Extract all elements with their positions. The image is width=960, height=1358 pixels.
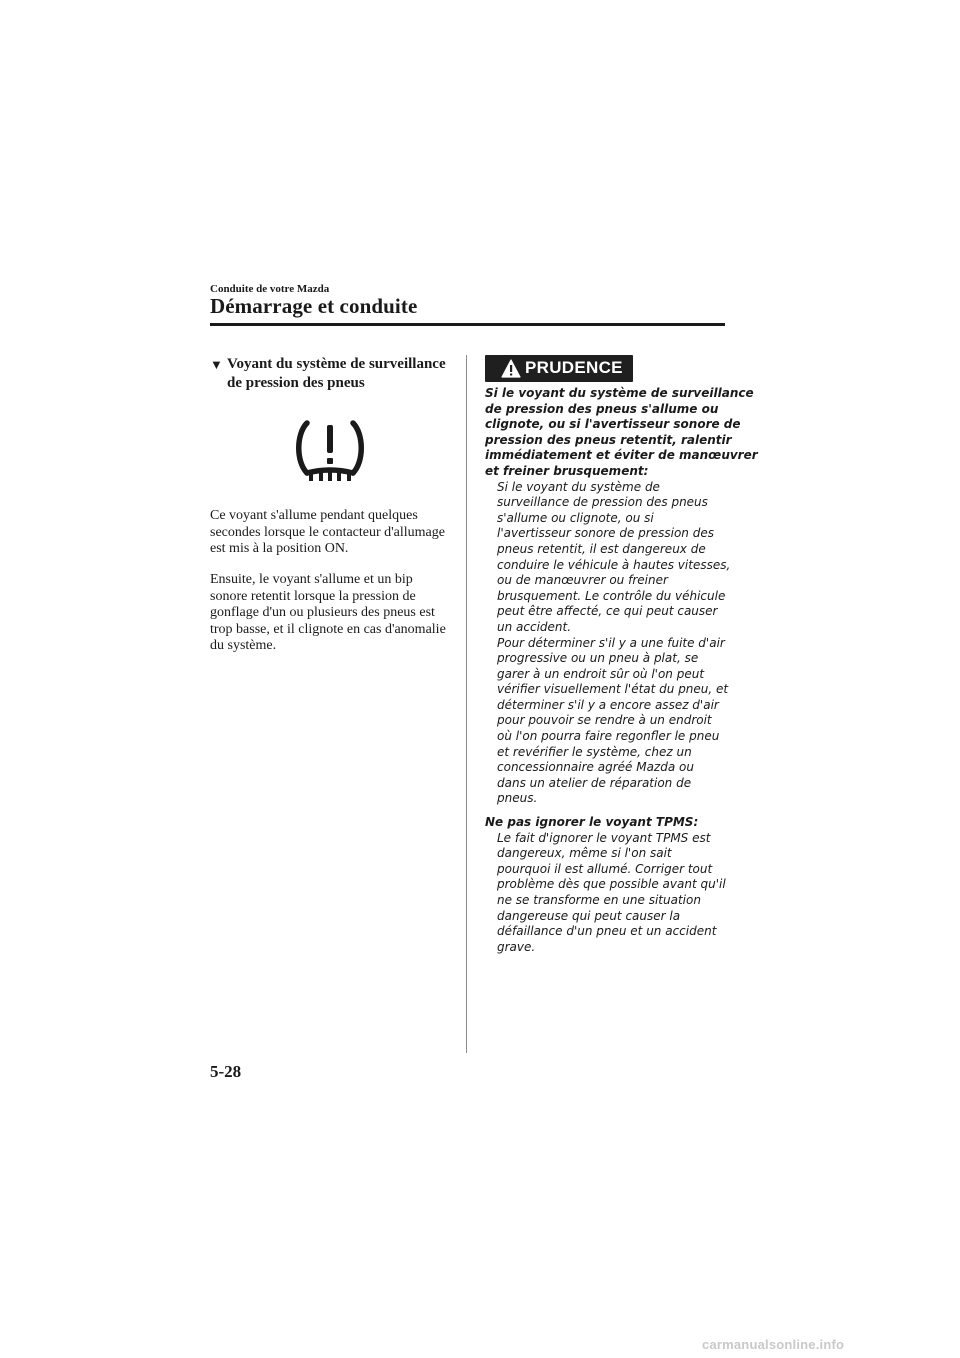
heading-line: de pression des pneus	[227, 375, 365, 391]
caution-heading-line: et freiner brusquement:	[485, 463, 649, 478]
caution-heading-line: Si le voyant du système de surveillance	[485, 386, 754, 400]
caution-heading-line: pression des pneus retentit, ralentir	[485, 432, 732, 447]
description-paragraph	[210, 572, 460, 655]
caution-banner	[485, 355, 633, 382]
caution-body-line: dangereux, même si l'on sait	[497, 846, 672, 861]
caution-body-line: un accident.	[497, 619, 572, 634]
caution-body-line: peut être affecté, ce qui peut causer	[497, 604, 718, 619]
caution-block	[485, 815, 726, 955]
warning-triangle-icon	[501, 359, 521, 378]
text-line: secondes lorsque le contacteur d'allumage	[210, 524, 445, 540]
caution-body-line: l'avertisseur sonore de pression des	[497, 526, 714, 541]
caution-body-line: pneus retentit, il est dangereux de	[497, 541, 706, 556]
caution-body-line: défaillance d'un pneu et un accident	[497, 924, 717, 939]
tire-pressure-warning-icon	[292, 417, 368, 485]
caution-body-line: Si le voyant du système de	[497, 479, 660, 494]
caution-heading-line: immédiatement et éviter de manœuvrer	[485, 448, 758, 463]
caution-body-line: vérifier visuellement l'état du pneu, et	[497, 682, 729, 697]
text-line: sonore retentit lorsque la pression de	[210, 588, 416, 604]
text-line: trop basse, et il clignote en cas d'anomalie	[210, 621, 446, 637]
caution-body-line: dans un atelier de réparation de	[497, 775, 692, 790]
heading-marker: ▼	[210, 357, 223, 372]
caution-body-line: progressive ou un pneu à plat, se	[497, 651, 699, 666]
caution-body-line: et revérifier le système, chez un	[497, 744, 692, 759]
caution-body-line: concessionnaire agréé Mazda ou	[497, 760, 694, 775]
text-line: Ensuite, le voyant s'allume et un bip	[210, 572, 413, 587]
caution-body-line: déterminer s'il y a encore assez d'air	[497, 697, 719, 712]
caution-label: PRUDENCE	[525, 358, 623, 377]
caution-body-line: pneus.	[497, 791, 538, 806]
caution-body-line: garer à un endroit sûr où l'on peut	[497, 666, 705, 681]
caution-body-line: où l'on pourra faire regonfler le pneu	[497, 729, 720, 744]
caution-body-line: pour pouvoir se rendre à un endroit	[497, 713, 712, 728]
caution-body-line: brusquement. Le contrôle du véhicule	[497, 588, 726, 603]
caution-heading-line: Ne pas ignorer le voyant TPMS:	[485, 815, 699, 829]
text-line: gonflage d'un ou plusieurs des pneus est	[210, 605, 435, 620]
caution-block	[485, 386, 758, 807]
description-paragraph	[210, 508, 460, 558]
caution-body-line: surveillance de pression des pneus	[497, 495, 708, 510]
text-line: du système.	[210, 638, 277, 653]
caution-body-line: s'allume ou clignote, ou si	[497, 510, 654, 525]
header-rule	[210, 323, 725, 326]
caution-body-line: Pour déterminer s'il y a une fuite d'air	[497, 635, 725, 650]
caution-body-line: dangereuse qui peut causer la	[497, 908, 681, 923]
watermark: carmanualsonline.info	[702, 1337, 845, 1352]
caution-heading-line: de pression des pneus s'allume ou	[485, 401, 719, 416]
caution-body-line: problème dès que possible avant qu'il	[497, 877, 726, 892]
chapter-title: Démarrage et conduite	[210, 294, 418, 318]
text-line: est mis à la position ON.	[210, 541, 349, 556]
heading-line: Voyant du système de surveillance	[227, 356, 446, 372]
section-label: Conduite de votre Mazda	[210, 283, 330, 295]
caution-body-line: grave.	[497, 939, 536, 954]
column-divider	[466, 355, 467, 1053]
caution-body-line: ou de manœuvrer ou freiner	[497, 573, 668, 588]
caution-body-line: conduire le véhicule à hautes vitesses,	[497, 557, 731, 572]
page-number: 5-28	[210, 1062, 242, 1081]
caution-body-line: ne se transforme en une situation	[497, 892, 701, 907]
caution-body-line: pourquoi il est allumé. Corriger tout	[497, 861, 713, 876]
caution-body-line: Le fait d'ignorer le voyant TPMS est	[497, 830, 711, 845]
caution-heading-line: clignote, ou si l'avertisseur sonore de	[485, 417, 741, 432]
text-line: Ce voyant s'allume pendant quelques	[210, 508, 418, 523]
